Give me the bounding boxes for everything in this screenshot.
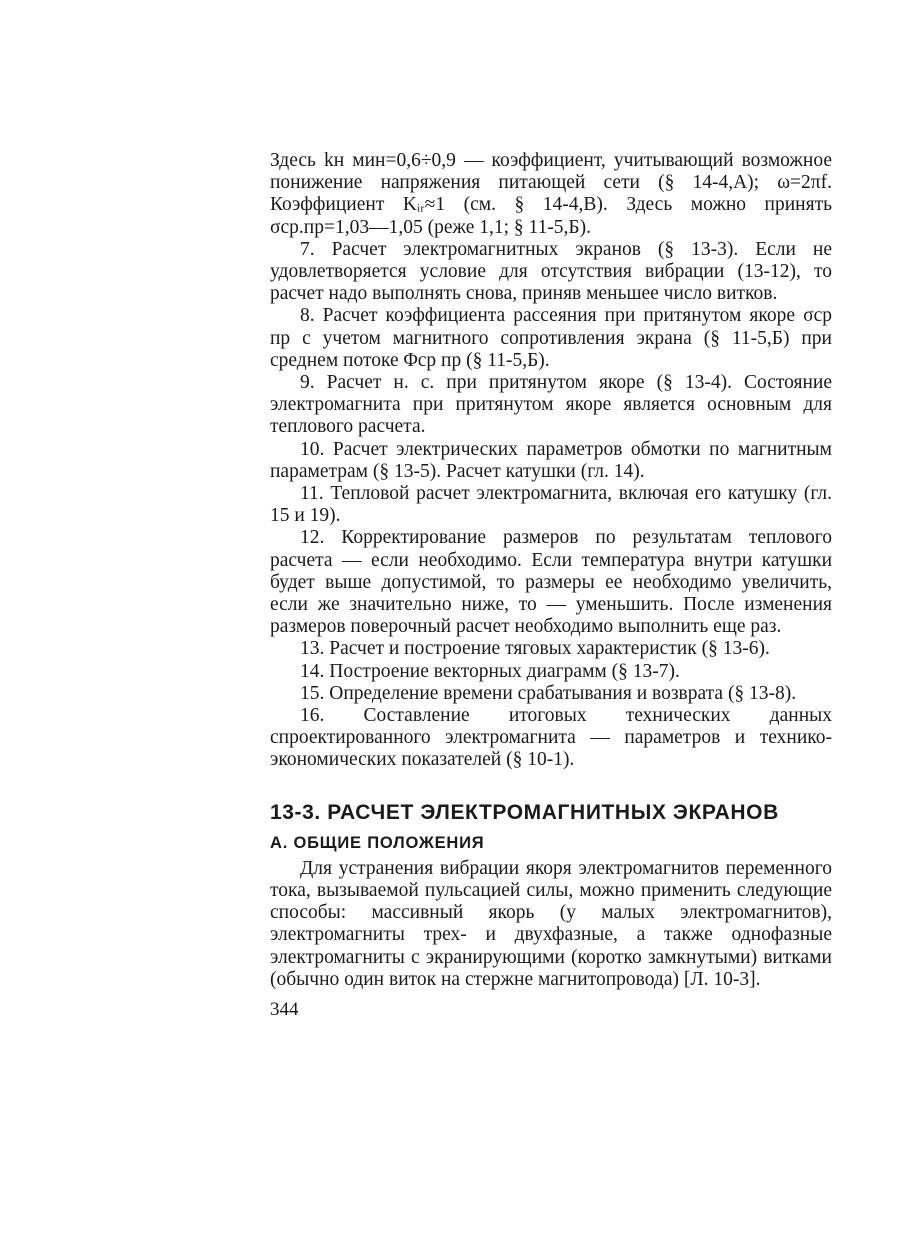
- section-heading: 13-3. РАСЧЕТ ЭЛЕКТРОМАГНИТНЫХ ЭКРАНОВ: [270, 800, 779, 824]
- step-13: 13. Расчет и построение тяговых характеристик (§ 13-6).: [300, 638, 770, 660]
- step-9: 9. Расчет н. с. при притянутом якоре (§ 13-4). Состояние электромагнита при притянутом якоре является основным для теплового расчета.: [270, 372, 832, 438]
- step-11: 11. Тепловой расчет электромагнита, включая его катушку (гл. 15 и 19).: [270, 483, 832, 527]
- step-10: 10. Расчет электрических параметров обмотки по магнитным параметрам (§ 13-5). Расчет катушки (гл. 14).: [270, 438, 832, 482]
- page-number: 344: [270, 998, 299, 1020]
- step-15: 15. Определение времени срабатывания и возврата (§ 13-8).: [300, 682, 797, 704]
- step-7: 7. Расчет электромагнитных экранов (§ 13-3). Если не удовлетворяется условие для отсутствия вибрации (13-12), то расчет надо выполнять снова, приняв меньшее число витков.: [270, 238, 832, 305]
- paragraph-intro: Здесь kн мин=0,6÷0,9 — коэффициент, учитывающий возможное понижение напряжения питающей сети (§ 14-4,А); ω=2πf. Коэффициент Kᵢᵣ≈1 (см. § 14-4,В). Здесь можно принять σср.пр=1,03—1,05 (реже 1,1; § 11-5,Б).: [270, 150, 832, 238]
- step-8: 8. Расчет коэффициента рассеяния при притянутом якоре σср пр с учетом магнитного сопротивления экрана (§ 11-5,Б) при среднем потоке Φср пр (§ 11-5,Б).: [270, 305, 832, 371]
- text-column: [270, 150, 832, 1021]
- subsection-heading: А. ОБЩИЕ ПОЛОЖЕНИЯ: [270, 833, 485, 852]
- paragraph-general: Для устранения вибрации якоря электромагнитов переменного тока, вызываемой пульсацией силы, можно применить следующие способы: массивный якорь (у малых электромагнитов), электромагниты трех- и двухфазные, а также однофазные электромагниты с экранирующими (коротко замкнутыми) витками (обычно один виток на стержне магнитопровода) [Л. 10-3].: [270, 857, 832, 990]
- step-12: 12. Корректирование размеров по результатам теплового расчета — если необходимо. Если температура внутри катушки будет выше допустимой, то размеры ее необходимо увеличить, если же значительно ниже, то — уменьшить. После изменения размеров поверочный расчет необходимо выполнить еще раз.: [270, 527, 832, 638]
- step-16: 16. Составление итоговых технических данных спроектированного электромагнита — параметров и технико-экономических показателей (§ 10-1).: [270, 705, 832, 771]
- step-14: 14. Построение векторных диаграмм (§ 13-7).: [300, 660, 680, 682]
